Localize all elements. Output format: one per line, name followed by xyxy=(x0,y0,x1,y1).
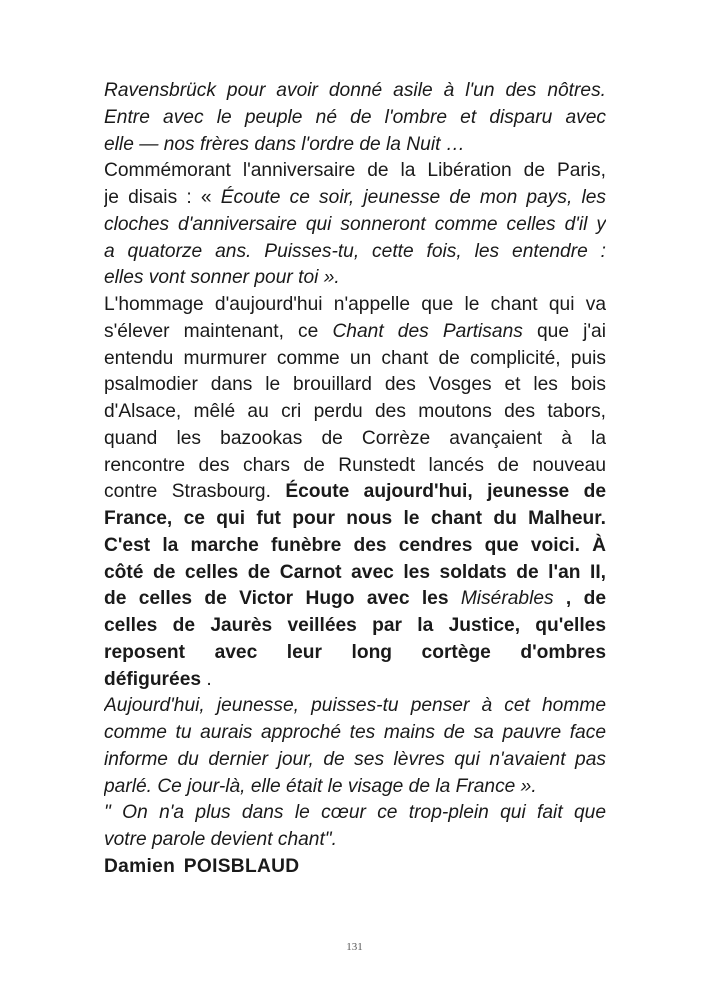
text-span: a quatorze ans. Puisses-tu, cette fois, les entendre : xyxy=(104,240,606,262)
text-line xyxy=(104,105,606,132)
text-span: informe du dernier jour, de ses lèvres qui n'avaient pas xyxy=(104,748,606,770)
text-span: , de xyxy=(553,588,606,610)
text-line xyxy=(104,185,606,212)
text-line xyxy=(104,372,606,399)
text-span: je disais : « xyxy=(104,187,221,208)
text-line xyxy=(104,479,606,506)
text-line xyxy=(104,453,606,480)
text-span: entendu murmurer comme un chant de complicité, puis xyxy=(104,347,606,369)
text-span: cloches d'anniversaire qui sonneront comme celles d'il y xyxy=(104,213,606,235)
text-span: d'Alsace, mêlé au cri perdu des moutons des tabors, xyxy=(104,401,606,422)
text-line xyxy=(104,426,606,453)
text-line xyxy=(104,132,606,159)
text-line xyxy=(104,693,606,720)
text-span: côté de celles de Carnot avec les soldats de l'an II, xyxy=(104,561,606,583)
text-span: L'hommage d'aujourd'hui n'appelle que le chant qui va xyxy=(104,294,606,315)
text-line xyxy=(104,506,606,533)
text-span: que j'ai xyxy=(522,320,606,342)
text-span: Ravensbrück pour avoir donné asile à l'un des nôtres. xyxy=(104,80,606,101)
text-span: parlé. Ce jour-là, elle était le visage de la France ». xyxy=(104,775,537,797)
text-span: de celles de Victor Hugo avec les xyxy=(104,588,461,610)
text-span: France, ce qui fut pour nous le chant du Malheur. xyxy=(104,508,606,529)
text-span: Écoute aujourd'hui, jeunesse de xyxy=(285,481,606,503)
text-span: Chant des Partisans xyxy=(332,320,523,342)
text-line xyxy=(104,239,606,266)
text-span: . xyxy=(201,668,212,690)
text-span: s'élever maintenant, ce xyxy=(104,320,333,342)
text-span: C'est la marche funèbre des cendres que voici. À xyxy=(104,534,606,556)
text-span: " On n'a plus dans le cœur ce trop-plein qui fait que xyxy=(104,802,606,824)
text-line xyxy=(104,292,606,319)
text-span: reposent avec leur long cortège d'ombres xyxy=(104,641,606,663)
text-line xyxy=(104,613,606,640)
text-line xyxy=(104,533,606,560)
text-span: elles vont sonner pour toi ». xyxy=(104,267,340,289)
text-line xyxy=(104,399,606,426)
text-line xyxy=(104,640,606,667)
text-span: elle — nos frères dans l'ordre de la Nuit … xyxy=(104,133,465,155)
text-line xyxy=(104,78,606,105)
text-line xyxy=(104,319,606,346)
text-line xyxy=(104,747,606,774)
text-line xyxy=(104,212,606,239)
text-line xyxy=(104,265,606,292)
text-span: comme tu aurais approché tes mains de sa pauvre face xyxy=(104,722,606,743)
text-span: celles de Jaurès veillées par la Justice, qu'elles xyxy=(104,615,606,636)
text-line xyxy=(104,346,606,373)
text-span: rencontre des chars de Runstedt lancés de nouveau xyxy=(104,454,606,476)
text-span: défigurées xyxy=(104,668,202,690)
text-span: psalmodier dans le brouillard des Vosges et les bois xyxy=(104,374,606,396)
text-span: votre parole devient chant". xyxy=(104,829,337,850)
text-span: Écoute ce soir, jeunesse de mon pays, les xyxy=(220,187,606,208)
text-line xyxy=(104,158,606,185)
text-span: Aujourd'hui, jeunesse, puisses-tu penser à cet homme xyxy=(104,695,606,717)
text-line xyxy=(104,774,606,801)
text-line xyxy=(104,827,606,854)
text-span: Misérables xyxy=(460,588,554,610)
text-line xyxy=(104,800,606,827)
text-span: Commémorant l'anniversaire de la Libération de Paris, xyxy=(104,160,606,182)
text-line xyxy=(104,560,606,587)
page-number: 131 xyxy=(346,941,363,953)
document-body xyxy=(104,78,606,881)
text-line xyxy=(104,720,606,747)
text-line xyxy=(104,586,606,613)
text-span: quand les bazookas de Corrèze avançaient à la xyxy=(104,427,606,449)
text-span: contre Strasbourg. xyxy=(104,481,286,503)
signature: Damien POISBLAUD xyxy=(104,855,300,877)
text-line xyxy=(104,667,606,694)
text-span: Entre avec le peuple né de l'ombre et disparu avec xyxy=(104,106,606,128)
text-block xyxy=(104,78,606,854)
